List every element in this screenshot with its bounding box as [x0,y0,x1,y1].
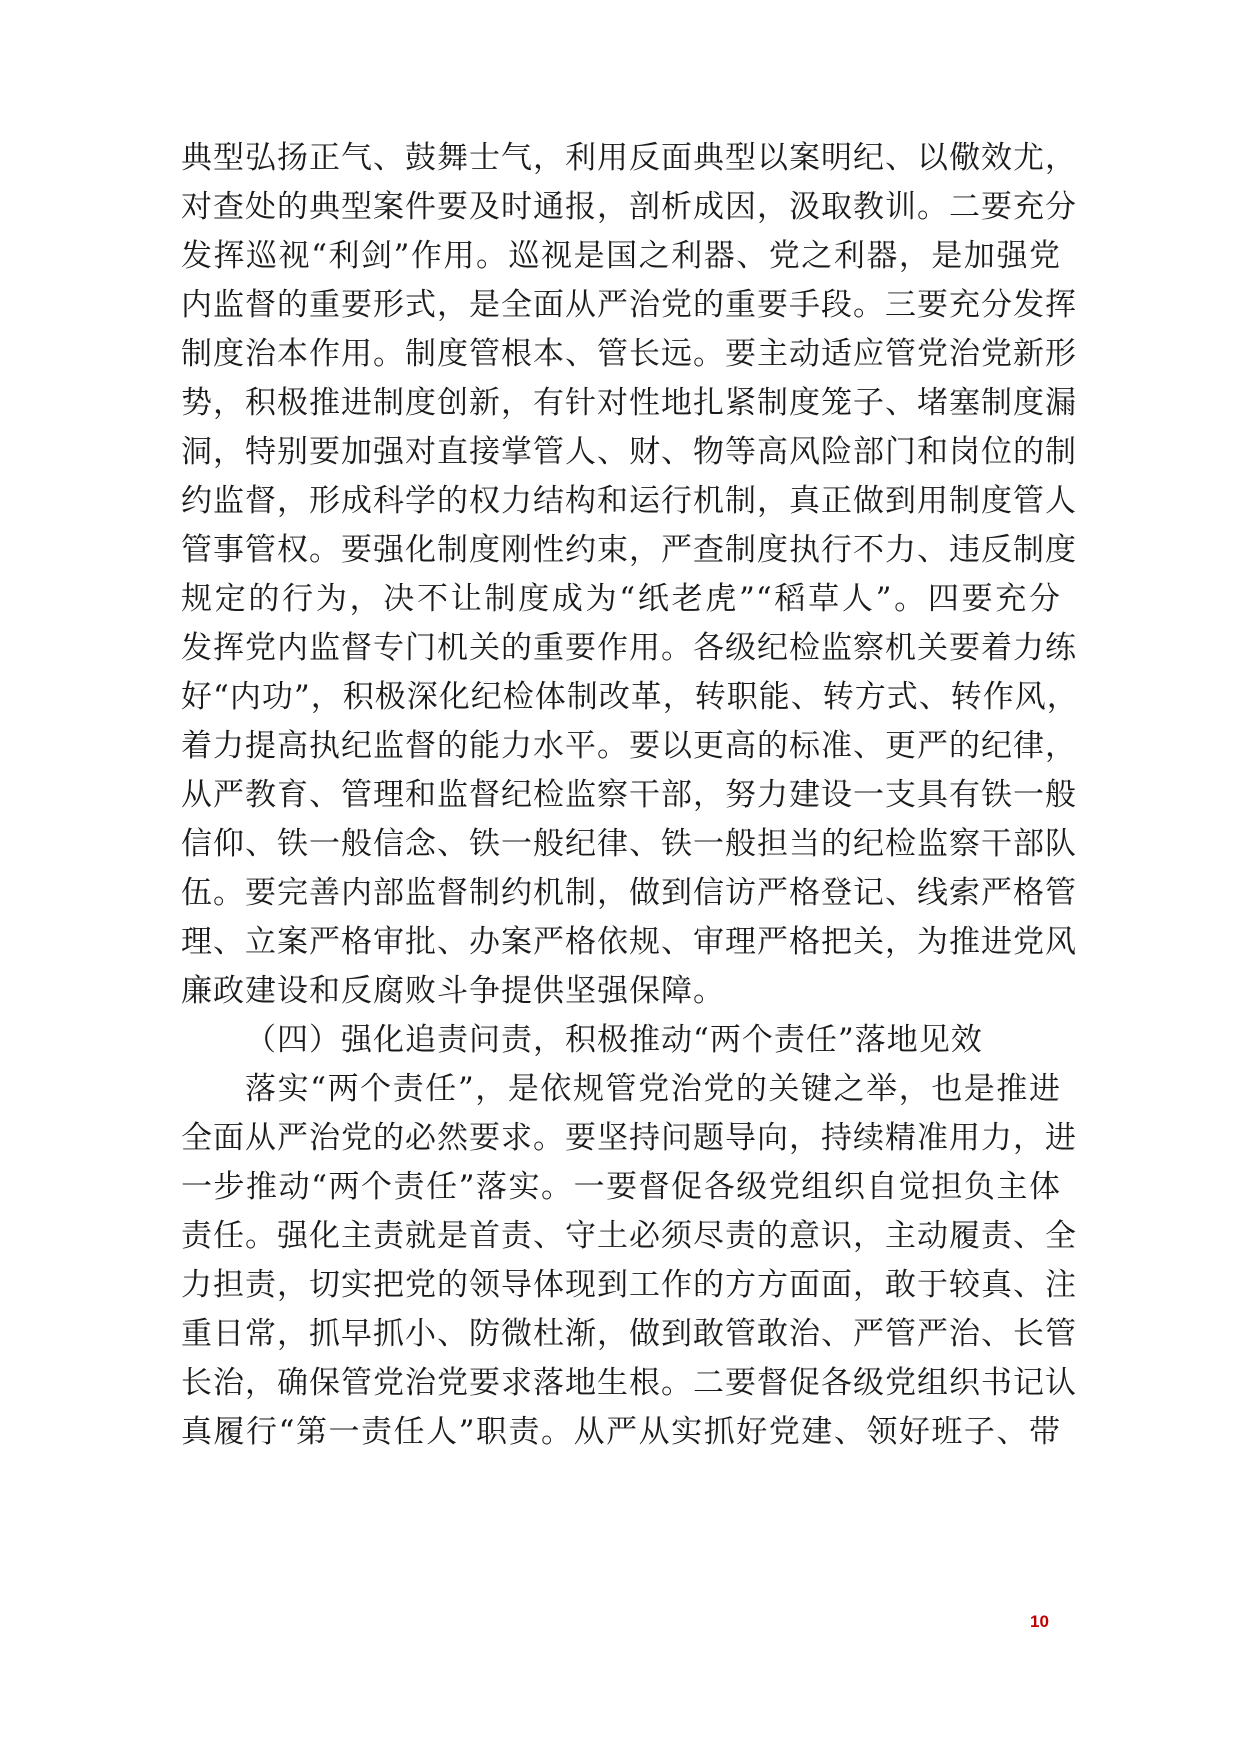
text-line: 发挥党内监督专门机关的重要作用。各级纪检监察机关要着力练 [181,630,1077,666]
page-number: 10 [1030,1612,1049,1631]
text-line: 真履行“第一责任人”职责。从严从实抓好党建、领好班子、带 [181,1414,1061,1450]
text-line: 管事管权。要强化制度刚性约束，严查制度执行不力、违反制度 [181,532,1077,568]
text-line: 伍。要完善内部监督制约机制，做到信访严格登记、线索严格管 [181,875,1077,911]
text-line: 内监督的重要形式，是全面从严治党的重要手段。三要充分发挥 [181,287,1077,323]
text-line: 重日常，抓早抓小、防微杜渐，做到敢管敢治、严管严治、长管 [181,1316,1077,1352]
section-heading: （四）强化追责问责，积极推动“两个责任”落地见效 [245,1022,983,1058]
text-line: 从严教育、管理和监督纪检监察干部，努力建设一支具有铁一般 [181,777,1077,813]
text-line: 全面从严治党的必然要求。要坚持问题导向，持续精准用力，进 [181,1120,1077,1156]
text-line: 一步推动“两个责任”落实。一要督促各级党组织自觉担负主体 [181,1169,1061,1205]
text-line: 力担责，切实把党的领导体现到工作的方方面面，敢于较真、注 [181,1267,1077,1303]
text-line: 势，积极推进制度创新，有针对性地扎紧制度笼子、堵塞制度漏 [181,385,1077,421]
paragraph-first-line: 落实“两个责任”，是依规管党治党的关键之举，也是推进 [245,1071,1061,1107]
text-line: 约监督，形成科学的权力结构和运行机制，真正做到用制度管人 [181,483,1077,519]
text-line: 发挥巡视“利剑”作用。巡视是国之利器、党之利器，是加强党 [181,238,1061,274]
text-line: 好“内功”，积极深化纪检体制改革，转职能、转方式、转作风， [181,679,1079,715]
text-line: 对查处的典型案件要及时通报，剖析成因，汲取教训。二要充分 [181,189,1077,225]
text-line: 着力提高执纪监督的能力水平。要以更高的标准、更严的纪律， [181,728,1077,764]
text-line: 信仰、铁一般信念、铁一般纪律、铁一般担当的纪检监察干部队 [181,826,1077,862]
text-line: 典型弘扬正气、鼓舞士气，利用反面典型以案明纪、以儆效尤， [181,140,1077,176]
text-line: 责任。强化主责就是首责、守土必须尽责的意识，主动履责、全 [181,1218,1077,1254]
text-line: 洞，特别要加强对直接掌管人、财、物等高风险部门和岗位的制 [181,434,1077,470]
text-line: 规定的行为，决不让制度成为“纸老虎”“稻草人”。四要充分 [181,581,1061,617]
text-line: 长治，确保管党治党要求落地生根。二要督促各级党组织书记认 [181,1365,1077,1401]
text-line: 制度治本作用。制度管根本、管长远。要主动适应管党治党新形 [181,336,1077,372]
text-line: 理、立案严格审批、办案严格依规、审理严格把关，为推进党风 [181,924,1077,960]
text-line: 廉政建设和反腐败斗争提供坚强保障。 [181,973,725,1009]
